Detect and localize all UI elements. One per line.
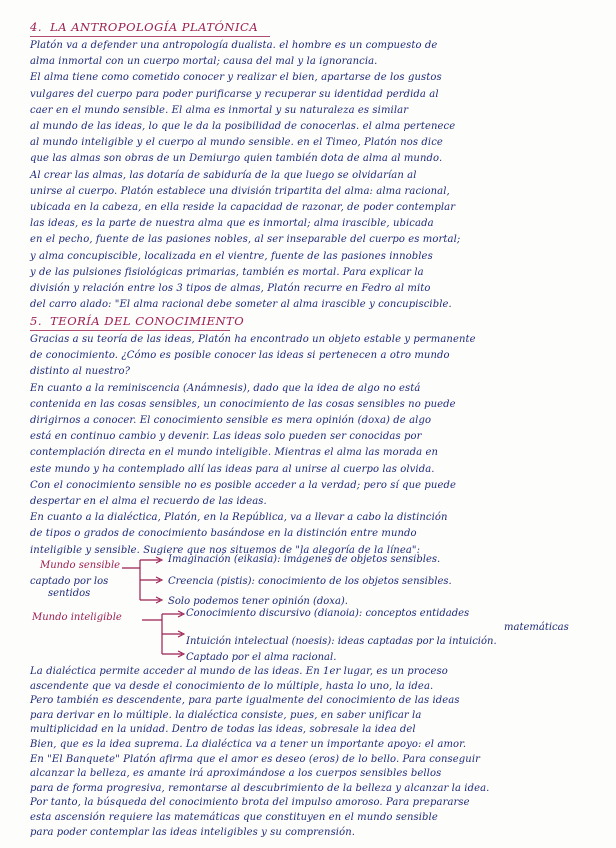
handwritten-line: En "El Banquete" Platón afirma que el amor es deseo (eros) de lo bello. Para conseguir — [30, 753, 481, 765]
handwritten-line: El alma tiene como cometido conocer y realizar el bien, apartarse de los gustos — [30, 72, 442, 84]
handwritten-line: de conocimiento. ¿Cómo es posible conocer las ideas si pertenecen a otro mundo — [30, 350, 450, 362]
handwritten-line: este mundo y ha contemplado allí las ideas para al unirse al cuerpo las olvida. — [30, 463, 435, 475]
scheme-sensible-note: captado por los — [30, 576, 109, 587]
handwritten-line: al mundo de las ideas, lo que le da la posibilidad de conocerlas. el alma pertenece — [30, 121, 456, 132]
handwritten-line: las ideas, es la parte de nuestra alma que es inmortal; alma irascible, ubicada — [30, 218, 434, 230]
scheme-sensible-item: Imaginación (eikasia): imágenes de objetos sensibles. — [168, 554, 441, 565]
heading-underline — [30, 330, 230, 331]
scheme-intelligible-label: Mundo inteligible — [32, 612, 122, 623]
handwritten-line: inteligible y sensible. Sugiere que nos situemos de "la alegoría de la línea": — [30, 544, 421, 556]
scheme-intelligible-item: matemáticas — [504, 622, 569, 633]
scheme-sensible-label: Mundo sensible — [40, 560, 121, 571]
scheme-sensible-note: sentidos — [48, 588, 91, 599]
handwritten-line: Bien, que es la idea suprema. La dialéctica va a tener un importante apoyo: el amor. — [30, 739, 467, 750]
section-title: TEORÍA DEL CONOCIMIENTO — [50, 314, 245, 328]
scheme-intelligible-item: Intuición intelectual (noesis): ideas captadas por la intuición. — [186, 636, 497, 647]
heading-underline — [30, 36, 270, 37]
handwritten-line: para poder contemplar las ideas inteligibles y su comprensión. — [30, 826, 356, 838]
handwritten-line: Pero también es descendente, para parte igualmente del conocimiento de las ideas — [30, 695, 460, 707]
scheme-sensible-item: Creencia (pistis): conocimiento de los objetos sensibles. — [168, 576, 452, 587]
handwritten-line: La dialéctica permite acceder al mundo de las ideas. En 1er lugar, es un proceso — [30, 666, 448, 677]
handwritten-line: que las almas son obras de un Demiurgo quien también dota de alma al mundo. — [30, 153, 443, 165]
section-heading-conocimiento — [30, 314, 244, 328]
handwritten-line: ubicada en la cabeza, en ella reside la capacidad de razonar, de poder contemplar — [30, 202, 456, 213]
handwritten-line: despertar en el alma el recuerdo de las ideas. — [30, 496, 267, 507]
scheme-sensible-item: Solo podemos tener opinión (doxa). — [168, 596, 348, 607]
scheme-intelligible-item: Conocimiento discursivo (dianoia): conceptos entidades — [186, 608, 470, 619]
handwritten-line: Gracias a su teoría de las ideas, Platón ha encontrado un objeto estable y permanente — [30, 334, 476, 345]
handwritten-line: ascendente que va desde el conocimiento de lo múltiple, hasta lo uno, la idea. — [30, 680, 434, 692]
scheme-intelligible-item: Captado por el alma racional. — [186, 652, 337, 663]
handwritten-line: Al crear las almas, las dotaría de sabiduría de la que luego se olvidarían al — [30, 169, 417, 181]
handwritten-line: En cuanto a la dialéctica, Platón, en la República, va a llevar a cabo la distinción — [30, 512, 448, 524]
handwritten-line: contenida en las cosas sensibles, un conocimiento de las cosas sensibles no puede — [30, 398, 456, 410]
handwritten-line: del carro alado: "El alma racional debe someter al alma irascible y concupiscible. — [30, 299, 452, 311]
handwritten-line: esta ascensión requiere las matemáticas que constituyen en el mundo sensible — [30, 812, 438, 823]
section-heading-antropologia — [30, 20, 258, 34]
handwritten-line: para derivar en lo múltiple. la dialéctica consiste, pues, en saber unificar la — [30, 709, 422, 721]
handwritten-line: para de forma progresiva, remontarse al descubrimiento de la belleza y alcanzar la idea. — [30, 782, 490, 794]
handwritten-line: alma inmortal con un cuerpo mortal; causa del mal y la ignorancia. — [30, 56, 378, 68]
section-number: 4. — [30, 20, 42, 34]
handwritten-line: contemplación directa en el mundo inteligible. Mientras el alma las morada en — [30, 447, 439, 459]
handwritten-line: está en continuo cambio y devenir. Las ideas solo pueden ser conocidas por — [30, 431, 422, 443]
handwritten-line: En cuanto a la reminiscencia (Anámnesis), dado que la idea de algo no está — [30, 382, 421, 394]
section-title: LA ANTROPOLOGÍA PLATÓNICA — [50, 20, 259, 34]
handwritten-line: de tipos o grados de conocimiento basándose en la distinción entre mundo — [30, 528, 417, 540]
handwritten-line: Platón va a defender una antropología dualista. el hombre es un compuesto de — [30, 40, 438, 51]
handwritten-line: alcanzar la belleza, es amante irá aproximándose a los cuerpos sensibles bellos — [30, 768, 442, 780]
handwritten-line: Por tanto, la búsqueda del conocimiento brota del impulso amoroso. Para prepararse — [30, 797, 470, 809]
handwritten-line: caer en el mundo sensible. El alma es inmortal y su naturaleza es similar — [30, 104, 409, 116]
handwritten-line: al mundo inteligible y el cuerpo al mundo sensible. en el Timeo, Platón nos dice — [30, 137, 443, 149]
handwritten-line: y de las pulsiones fisiológicas primarias, también es mortal. Para explicar la — [30, 266, 424, 278]
handwritten-line: distinto al nuestro? — [30, 366, 131, 378]
handwritten-line: Con el conocimiento sensible no es posible acceder a la verdad; pero sí que puede — [30, 479, 456, 491]
handwritten-line: unirse al cuerpo. Platón establece una división tripartita del alma: alma racional, — [30, 185, 450, 197]
handwritten-line: en el pecho, fuente de las pasiones nobles, al ser inseparable del cuerpo es mortal; — [30, 234, 461, 246]
handwritten-line: multiplicidad en la unidad. Dentro de todas las ideas, sobresale la idea del — [30, 724, 416, 736]
handwritten-line: división y relación entre los 3 tipos de almas, Platón recurre en Fedro al mito — [30, 283, 431, 294]
handwritten-line: vulgares del cuerpo para poder purificarse y recuperar su identidad perdida al — [30, 88, 439, 100]
handwritten-line: dirigirnos a conocer. El conocimiento sensible es mera opinión (doxa) de algo — [30, 415, 432, 426]
section-number: 5. — [30, 314, 42, 328]
handwritten-line: y alma concupiscible, localizada en el vientre, fuente de las pasiones innobles — [30, 250, 433, 262]
